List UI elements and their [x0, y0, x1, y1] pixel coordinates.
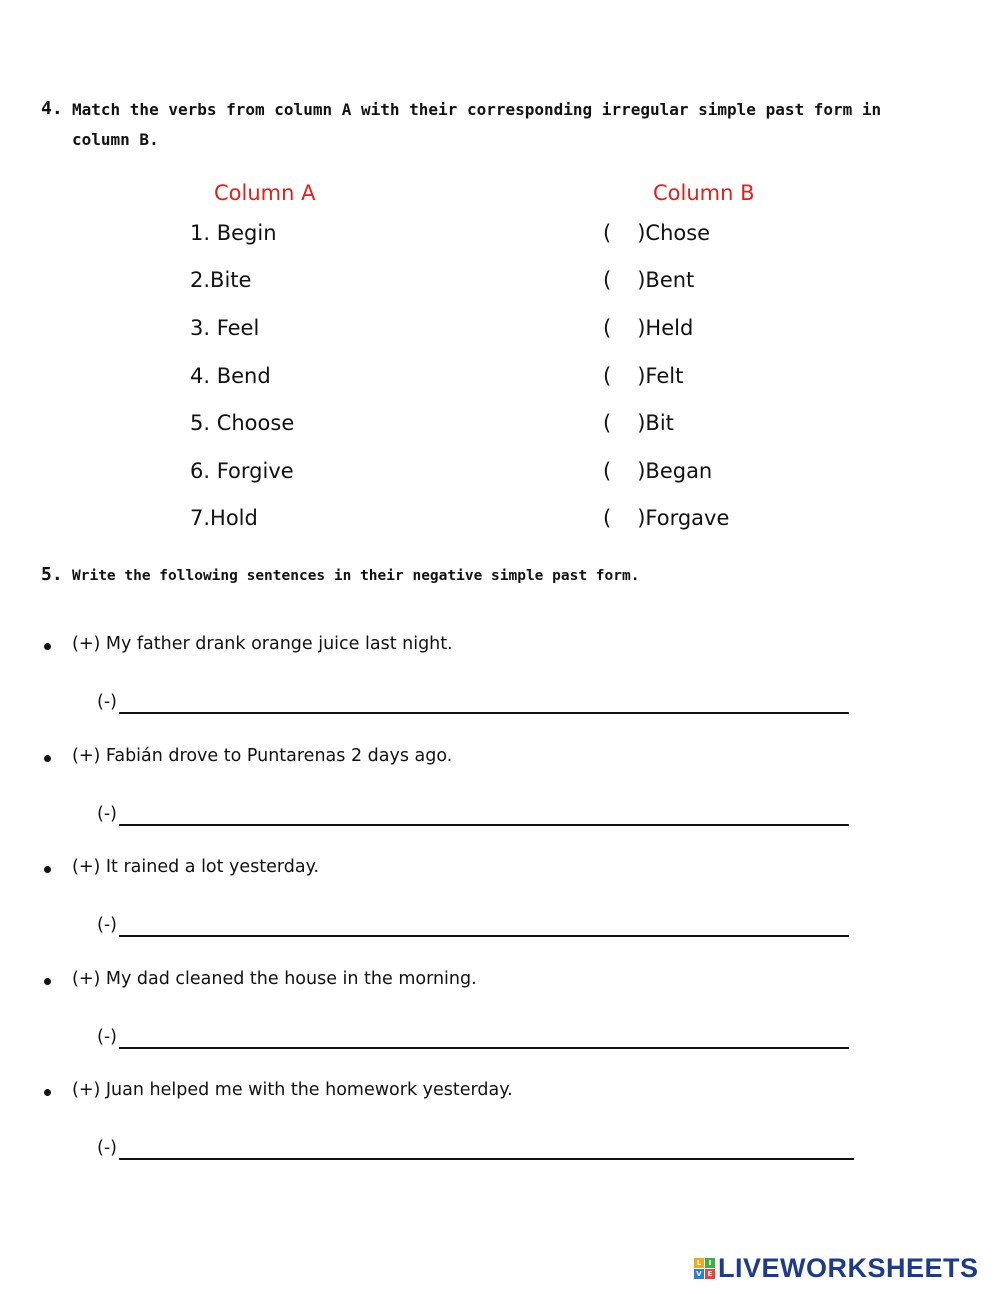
question-4-instruction-line1: Match the verbs from column A with their corresponding irregular simple past form in	[72, 100, 882, 119]
paren-open: (	[603, 221, 612, 245]
paren-close: )	[637, 268, 646, 292]
column-b-row	[603, 268, 694, 293]
match-answer-input[interactable]	[611, 507, 637, 531]
column-b-item: Bit	[645, 411, 674, 435]
negative-answer-input[interactable]	[119, 909, 849, 937]
column-b-row	[603, 506, 729, 531]
match-answer-input[interactable]	[611, 222, 637, 246]
column-a-item: 5. Choose	[190, 411, 295, 435]
bullet-icon	[44, 1089, 51, 1096]
negative-answer-input[interactable]	[119, 798, 849, 826]
paren-open: (	[603, 411, 612, 435]
paren-open: (	[603, 364, 612, 388]
negative-label: (-)	[97, 1027, 117, 1047]
column-b-item: Forgave	[645, 506, 730, 530]
column-b-item: Felt	[645, 364, 684, 388]
column-b-row	[603, 364, 683, 389]
positive-sentence: (+) It rained a lot yesterday.	[72, 857, 320, 877]
paren-close: )	[637, 459, 646, 483]
logo-tile: L	[694, 1258, 704, 1268]
paren-open: (	[603, 268, 612, 292]
paren-open: (	[603, 316, 612, 340]
liveworksheets-logo	[694, 1253, 979, 1284]
question-5-number: 5.	[41, 564, 63, 585]
negative-label: (-)	[97, 804, 117, 824]
bullet-icon	[44, 643, 51, 650]
match-answer-input[interactable]	[611, 317, 637, 341]
bullet-icon	[44, 755, 51, 762]
positive-sentence: (+) My dad cleaned the house in the morning.	[72, 969, 477, 989]
positive-sentence: (+) Fabián drove to Puntarenas 2 days ago.	[72, 746, 453, 766]
column-a-item: 3. Feel	[190, 316, 260, 340]
paren-close: )	[637, 364, 646, 388]
column-b-heading: Column B	[653, 181, 755, 205]
column-a-item: 6. Forgive	[190, 459, 294, 483]
logo-tile: I	[705, 1258, 715, 1268]
paren-open: (	[603, 459, 612, 483]
match-answer-input[interactable]	[611, 460, 637, 484]
paren-close: )	[637, 316, 646, 340]
column-a-item: 2.Bite	[190, 268, 252, 292]
positive-sentence: (+) Juan helped me with the homework yesterday.	[72, 1080, 513, 1100]
logo-tile: V	[694, 1269, 704, 1279]
negative-answer-input[interactable]	[119, 1132, 854, 1160]
negative-label: (-)	[97, 1138, 117, 1158]
column-a-item: 4. Bend	[190, 364, 271, 388]
column-b-row	[603, 411, 674, 436]
bullet-icon	[44, 978, 51, 985]
column-b-row	[603, 316, 693, 341]
question-5-instruction: Write the following sentences in their negative simple past form.	[72, 568, 640, 584]
positive-sentence: (+) My father drank orange juice last night.	[72, 634, 453, 654]
paren-close: )	[637, 221, 646, 245]
column-b-row	[603, 221, 710, 246]
column-a-heading: Column A	[214, 181, 316, 205]
match-answer-input[interactable]	[611, 412, 637, 436]
column-b-item: Held	[645, 316, 694, 340]
column-b-row	[603, 459, 712, 484]
negative-answer-input[interactable]	[119, 1021, 849, 1049]
column-a-item: 1. Begin	[190, 221, 277, 245]
paren-close: )	[637, 411, 646, 435]
logo-text: LIVEWORKSHEETS	[718, 1253, 979, 1283]
logo-mark-icon	[694, 1258, 715, 1279]
column-a-item: 7.Hold	[190, 506, 258, 530]
match-answer-input[interactable]	[611, 365, 637, 389]
logo-tile: E	[705, 1269, 715, 1279]
column-b-item: Began	[645, 459, 713, 483]
question-4-number: 4.	[41, 98, 63, 119]
negative-answer-input[interactable]	[119, 686, 849, 714]
column-b-item: Chose	[645, 221, 711, 245]
negative-label: (-)	[97, 692, 117, 712]
paren-close: )	[637, 506, 646, 530]
question-4-instruction-line2: column B.	[72, 130, 159, 149]
bullet-icon	[44, 866, 51, 873]
paren-open: (	[603, 506, 612, 530]
match-answer-input[interactable]	[611, 269, 637, 293]
negative-label: (-)	[97, 915, 117, 935]
column-b-item: Bent	[645, 268, 695, 292]
